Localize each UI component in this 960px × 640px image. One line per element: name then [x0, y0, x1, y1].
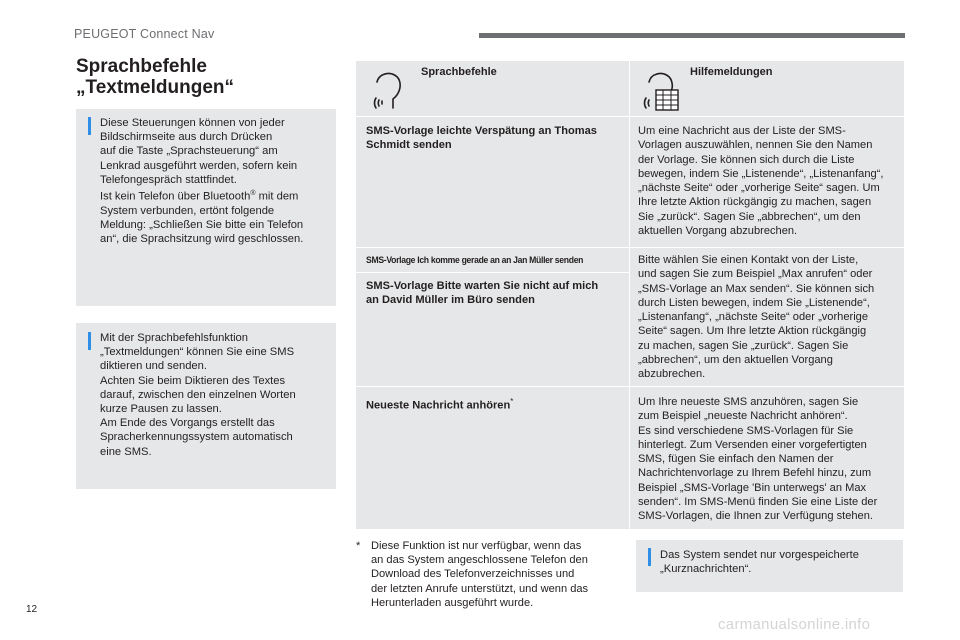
- command-cell: [366, 254, 583, 268]
- registered-mark: ®: [250, 190, 256, 198]
- info-text-bt-part: mit dem: [255, 190, 299, 203]
- footnote-mark: *: [356, 540, 361, 552]
- command-text: SMS-Vorlage Bitte warten Sie nicht auf mich an David Müller im Büro senden: [366, 280, 599, 307]
- info-text-bt-part: Ist kein Telefon über Bluetooth: [100, 190, 251, 203]
- command-text: Neueste Nachricht anhören: [366, 399, 511, 412]
- column-divider: [629, 61, 630, 529]
- info-box-text: [100, 331, 326, 459]
- info-box-dictation: [76, 323, 336, 489]
- info-text-lines: Diese Steuerungen können von jeder Bildschirmseite aus durch Drücken auf die Taste „Sprachsteuerung“ am Lenkrad ausgeführt werden, sofern kein Telefongespräch stattfindet.: [100, 117, 298, 186]
- watermark: carmanualsonline.info: [718, 616, 871, 633]
- help-text: Um eine Nachricht aus der Liste der SMS- Vorlagen auszuwählen, nennen Sie den Namen der Vorlage. Sie können sich durch die Liste bewegen, indem Sie „Listenende“, „Listenanfang“, „nächste Seite“ oder „vorherige Seite“ sagen. Um Ihre letzte Aktion rückgängig zu machen, sagen Sie „zurück“. Sagen Sie „abbrechen“, um den aktuellen Vorgang abzubrechen.: [638, 125, 884, 238]
- info-text-end: System verbunden, ertönt folgende Meldung: „Schließen Sie bitte ein Telefon an“, die Sprachsitzung wird geschlossen.: [100, 204, 304, 246]
- command-cell: [366, 124, 626, 153]
- info-text-bluetooth: [100, 187, 326, 204]
- row-divider: [356, 247, 904, 248]
- info-marker-icon: [88, 332, 91, 350]
- info-marker-icon: [648, 548, 651, 566]
- footnote-mark: *: [510, 397, 514, 406]
- command-cell: [366, 279, 626, 308]
- info-box-text: [100, 116, 326, 247]
- help-text: Bitte wählen Sie einen Kontakt von der Liste, und sagen Sie zum Beispiel „Max anrufen“ oder „SMS-Vorlage an Max senden“. Sie können sich durch Listen bewegen, indem Sie „Listenende“, „Listenanfang“, „nächste Seite“ oder „vorherige Seite“ sagen. Um Ihre letzte Aktion rückgängig zu machen, sagen Sie „zurück“. Sagen Sie „abbrechen“, um den aktuellen Vorgang abzubrechen.: [638, 254, 875, 381]
- info-box-controls: [76, 109, 336, 306]
- voice-command-table: [356, 61, 904, 529]
- help-cell: [638, 124, 902, 238]
- row-divider: [356, 386, 904, 387]
- column-header-help: Hilfemeldungen: [690, 66, 773, 78]
- help-message-icon: [640, 68, 684, 112]
- info-box-text: [660, 548, 893, 576]
- footnote-text: Diese Funktion ist nur verfügbar, wenn das an das System angeschlossene Telefon den Download des Telefonverzeichnisses und der letzten Anrufe unterstützt, und wenn das Herunterladen ausgeführt wurde.: [371, 540, 589, 609]
- column-header-commands: Sprachbefehle: [421, 66, 497, 78]
- page-title: Sprachbefehle „Textmeldungen“: [76, 56, 234, 98]
- help-cell: [638, 395, 902, 524]
- command-text: SMS-Vorlage leichte Verspätung an Thomas Schmidt senden: [366, 125, 597, 152]
- voice-command-icon: [368, 68, 408, 112]
- command-text: SMS-Vorlage Ich komme gerade an an Jan Müller senden: [366, 255, 584, 266]
- help-cell: [638, 253, 902, 382]
- sms-note-text: Das System sendet nur vorgespeicherte „Kurznachrichten“.: [660, 549, 859, 576]
- running-header: PEUGEOT Connect Nav: [74, 27, 215, 41]
- command-cell: [366, 395, 626, 413]
- page-number: 12: [26, 604, 38, 615]
- info-marker-icon: [88, 117, 91, 135]
- help-text: Um Ihre neueste SMS anzuhören, sagen Sie zum Beispiel „neueste Nachricht anhören“. Es sind verschiedene SMS-Vorlagen für Sie hinterlegt. Zum Versenden einer vorgefertigten SMS, fügen Sie einfach den Namen der Nachrichtenvorlage zu Ihrem Befehl hinzu, zum Beispiel „SMS-Vorlage 'Bin unterwegs' an Max senden“. Im SMS-Menü finden Sie eine Liste der SMS-Vorlagen, die Ihnen zur Verfügung stehen.: [638, 396, 878, 523]
- info-box-sms: [636, 540, 903, 592]
- row-divider: [356, 272, 629, 273]
- dictation-text: Mit der Sprachbefehlsfunktion „Textmeldungen“ können Sie eine SMS diktieren und senden. Achten Sie beim Diktieren des Textes darauf, zwischen den einzelnen Worten kurze Pausen zu lassen. Am Ende des Vorgangs erstellt das Spracherkennungssystem automatisch eine SMS.: [100, 332, 296, 458]
- header-rule: [479, 33, 905, 38]
